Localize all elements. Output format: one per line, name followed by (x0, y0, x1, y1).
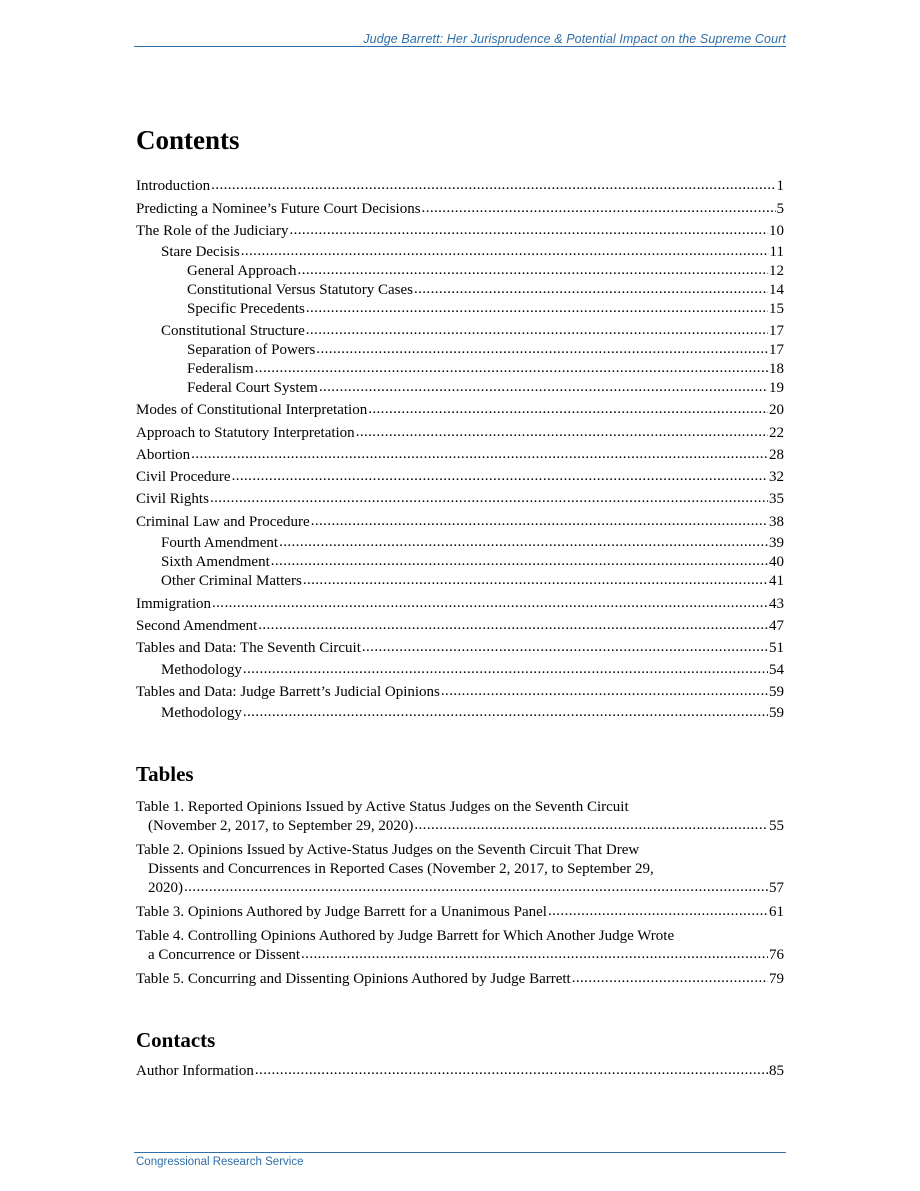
table-entry-4[interactable]: Table 4. Controlling Opinions Authored by Judge Barrett for Which Another Judge Wrote a Concurrence or Dissent ..... 76 (136, 927, 784, 965)
toc-entry-abortion[interactable]: Abortion ..... 28 (136, 447, 784, 464)
toc-entry-author-information[interactable]: Author Information ..... 85 (136, 1063, 784, 1080)
contacts-section (136, 1028, 784, 1080)
header-rule (134, 46, 786, 47)
toc-entry-modes-of-interpretation[interactable]: Modes of Constitutional Interpretation ..... 20 (136, 402, 784, 419)
footer-rule (134, 1152, 786, 1153)
table-entry-1[interactable]: Table 1. Reported Opinions Issued by Active Status Judges on the Seventh Circuit (November 2, 2017, to September 29, 2020) ..... 55 (136, 798, 784, 836)
toc-entry-federalism[interactable]: Federalism ..... 18 (136, 361, 784, 378)
toc-entry-separation-of-powers[interactable]: Separation of Powers ..... 17 (136, 342, 784, 359)
contents-heading: Contents (136, 125, 240, 155)
footer-organization: Congressional Research Service (136, 1156, 304, 1168)
tables-heading: Tables (136, 762, 194, 787)
table-entry-5[interactable]: Table 5. Concurring and Dissenting Opinions Authored by Judge Barrett ..... 79 (136, 970, 784, 989)
toc-entry-methodology-2[interactable]: Methodology ..... 59 (136, 705, 784, 722)
toc-entry-second-amendment[interactable]: Second Amendment ..... 47 (136, 618, 784, 635)
table-entry-3[interactable]: Table 3. Opinions Authored by Judge Barrett for a Unanimous Panel ..... 61 (136, 903, 784, 922)
toc-entry-criminal-law[interactable]: Criminal Law and Procedure ..... 38 (136, 514, 784, 531)
toc-entry-general-approach[interactable]: General Approach ..... 12 (136, 263, 784, 280)
toc-entry-civil-procedure[interactable]: Civil Procedure ..... 32 (136, 469, 784, 486)
toc-entry-civil-rights[interactable]: Civil Rights ..... 35 (136, 491, 784, 508)
toc-entry-stare-decisis[interactable]: Stare Decisis ..... 11 (136, 244, 784, 261)
toc-entry-introduction[interactable]: Introduction ..... 1 (136, 178, 784, 195)
toc-entry-tables-seventh-circuit[interactable]: Tables and Data: The Seventh Circuit ..... 51 (136, 640, 784, 657)
toc-entry-predicting[interactable]: Predicting a Nominee’s Future Court Decisions ..... 5 (136, 201, 784, 218)
toc-entry-other-criminal-matters[interactable]: Other Criminal Matters ..... 41 (136, 573, 784, 590)
toc-entry-methodology-1[interactable]: Methodology ..... 54 (136, 662, 784, 679)
toc-entry-constitutional-structure[interactable]: Constitutional Structure ..... 17 (136, 323, 784, 340)
table-entry-2[interactable]: Table 2. Opinions Issued by Active-Status Judges on the Seventh Circuit That Drew Dissents and Concurrences in Reported Cases (November 2, 2017, to September 29, 2020) ..... 57 (136, 841, 784, 898)
toc-entry-immigration[interactable]: Immigration ..... 43 (136, 596, 784, 613)
contents-list (136, 178, 784, 722)
toc-entry-role-of-judiciary[interactable]: The Role of the Judiciary ..... 10 (136, 223, 784, 240)
toc-entry-constitutional-vs-statutory[interactable]: Constitutional Versus Statutory Cases ..... 14 (136, 282, 784, 299)
toc-entry-statutory-interpretation[interactable]: Approach to Statutory Interpretation ..... 22 (136, 425, 784, 442)
toc-entry-tables-barrett-opinions[interactable]: Tables and Data: Judge Barrett’s Judicial Opinions ..... 59 (136, 684, 784, 701)
toc-entry-federal-court-system[interactable]: Federal Court System ..... 19 (136, 380, 784, 397)
running-header: Judge Barrett: Her Jurisprudence & Potential Impact on the Supreme Court (363, 32, 786, 46)
toc-entry-specific-precedents[interactable]: Specific Precedents ..... 15 (136, 301, 784, 318)
contacts-heading: Contacts (136, 1027, 216, 1052)
tables-section (136, 762, 784, 988)
document-body (136, 124, 784, 1080)
toc-entry-sixth-amendment[interactable]: Sixth Amendment ..... 40 (136, 554, 784, 571)
toc-entry-fourth-amendment[interactable]: Fourth Amendment ..... 39 (136, 535, 784, 552)
